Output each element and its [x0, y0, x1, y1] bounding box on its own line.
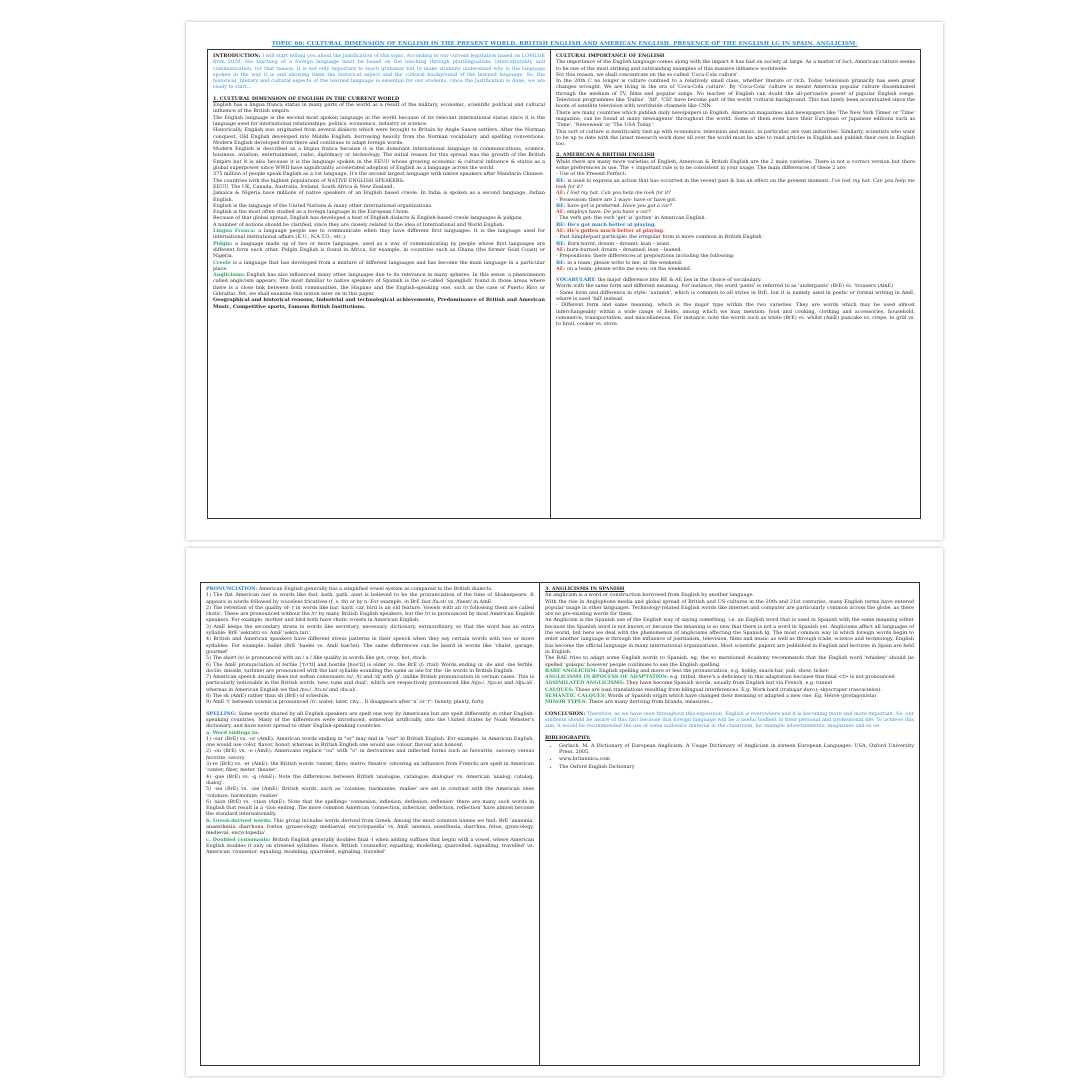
paragraph: - Use of the Present Perfect:: [556, 171, 627, 178]
ae-text: on a team; please write me soon; on the weekend.: [566, 265, 692, 272]
ae-label: AE:: [556, 265, 566, 272]
two-column-table: [207, 49, 921, 519]
subheading: c. Doubled consonants:: [206, 836, 271, 843]
type-text: They have become Spanish words, usually from English but via French, e.g. tunnel: [626, 680, 833, 687]
paragraph: The importance of the English language comes along with the impact it has had on society at large. As a matter of fact, American culture seems to be one of the most striking and outstanding examples of this massive influence worldwide.: [556, 59, 915, 72]
paragraph: A number of notions should be clarified, since they are closely related to the idea of International and World English:: [213, 221, 505, 228]
left-column: [208, 50, 551, 518]
ae-text: employs have.: [566, 209, 603, 216]
be-text: Burn-burnt; dream – dreamt; lean – leant.: [567, 240, 671, 247]
paragraph: With the rise in Anglophone media and global spread of British and US cultures in the 20th and 21st centuries, many English terms have entered popular usage in other languages. Technology-related English words like internet and computer are particularly common across the globe, as there are no pre-existing words for them.: [545, 598, 914, 618]
type-label: MINOR TYPES:: [545, 699, 588, 706]
subheading: a. Word endings in:: [206, 729, 260, 736]
paragraph: 1) The flat American /ae/ in words like fast, bath, path, aunt is believed to be the pronunciation of the time of Shakespeare. It appears in words followed by voiceless fricatives (f, s, th) or by n. For example, in BrE fast /fa:st/ vs. /faest/ in AmE.: [206, 592, 534, 605]
ae-label: AE:: [556, 190, 566, 197]
summary-bold: Geographical and historical reasons, Industrial and technological achievements, Predominance of British and American Music, Competitive sports, Famous British Institutions.: [213, 297, 545, 310]
ae-label: AE:: [556, 209, 566, 216]
paragraph: - Possession: there are 2 ways- have or have got.: [556, 196, 677, 203]
paragraph: English is the language of the United Nations & many other international organizations.: [213, 202, 433, 209]
be-label: BE:: [556, 259, 566, 266]
term-label: Anglicisms:: [213, 272, 245, 279]
paragraph: - The verb get: the verb 'get' is 'gotten' in American English.: [556, 215, 707, 222]
paragraph: Modern English is described as a lingua franca because it is the dominant international language in communications, science, business, aviation, entertainment, radio, diplomacy or technology. The initial reason for this spread was the growth of the British Empire but it is also because it is the language spoken in the EEUU whose growing economic & cultural influence & status as a global superpower since WWII have significantly accelerated adoption of English as a language across the world.: [213, 146, 545, 172]
paragraph: 2) -ou (BrE) vs. -o (AmE): Americans replace "ou" with "o" in derivatives and inflected forms such as favourite, savoury versus favorite, savory.: [206, 748, 534, 761]
paragraph: 1) -our (BrE) vs. -or (AmE): American words ending in "or" may end in "our" in British English. For example, in American English, one would use color, flavor, honor, whereas in British English one would use colour, flavour and honour.: [206, 735, 534, 749]
paragraph: 9) AmE 't' between vowels is pronounced /r/: water, later, city... It disappears after 'n' or 'r': twenty, plenty, forty.: [206, 699, 485, 706]
section-3-heading: 3. ANGLICISMS IN SPANISH: [545, 586, 625, 592]
paragraph: English has a lingua franca status in many parts of the world as a result of the military, economic, scientific political and cultural influence of the British empire.: [213, 102, 545, 115]
spelling-label: SPELLING:: [206, 710, 237, 717]
term-label: Creole: [213, 259, 231, 266]
paragraph: 4) British and American speakers have different stress patterns in their speech when they say certain words with two or more syllables. For example: ballet (BrE 'baelei vs. AmE bae'lei). The same differences can be heard in words like 'chalet, garage, gourmet': [206, 636, 534, 655]
type-text: English spelling and more or less the pronunciation, e.g. hobby, snack-bar, pub, show, ticket-: [599, 667, 830, 674]
be-label: BE:: [556, 240, 566, 247]
pronunciation-label: PRONUNCIATION:: [206, 586, 258, 592]
bibliography-item: • Gorlach, M. A Dictionary of European Anglicism. A Usage Dictionary of Anglicism in sixteen European Languages. USA, Oxford University Press. 2005.: [559, 743, 914, 756]
be-example: BE: He's got much better at playing.: [556, 221, 657, 228]
paragraph: Jamaica & Nigeria have millions of native speakers of an English based creole. In India is spoken as a second language, Indian English.: [213, 190, 545, 203]
paragraph: - Prepositions: there differences at prepositions including the following:: [556, 253, 735, 260]
paragraph: 3)-re (BrE) vs. -er (AmE): the British words 'center, fibre, metre, theatre' (showing an influence from French) are spelt in American 'center, fiber, meter, theater'.: [206, 761, 534, 774]
paragraph: 2) The retention of the quality of- r in words like bar, hard, car, bird is an old feature. Vowels with an /r/ following them are called rhotic. These are pronounced without the /r/ by many British English speakers, but the /r/ is pronounced by most American English speakers. For example, mother and bird both have rhotic vowels in American English.: [206, 604, 534, 624]
paragraph: - Past Simple/past participle: the irregular form is more common in British English.: [556, 234, 764, 241]
paragraph: While there are many more varieties of English, American & British English are the 2 main varieties. There is not a correct version but there some preferences in use. The + important rule is to be consistent in your usage. The main differences of these 2 are:: [556, 158, 915, 172]
type-text: e.g. fútbol, there's a deficiency in this adaptation because this final <t> is not pronounced: [669, 674, 895, 681]
vocabulary-text: the major difference btw BE & AE lies in the choice of vocabulary.: [597, 277, 762, 284]
paragraph: Because of that global spread, English has developed a host of English dialects & English-based creole languages & pidgins.: [213, 215, 523, 222]
example: Have you got a car?: [622, 202, 673, 209]
intro-text: I will start telling you about the justification of this topic. According to our current legislation based on LOMLOE from 2020, the teaching of a foreign language must be based on the teaching through plurilingualism, interculturality and communication, for that reason, it is not only important to teach grammar but to make students understand why is the language spoken in the way it is and showing them the historical aspect and the cultural background of the learned language. So, the historical, literary and cultural aspects of the learned language is essential for our students. Once the justification is done, we are ready to start...: [213, 53, 545, 91]
be-text: have got is preferred.: [567, 202, 622, 209]
be-text: is used to express an action that has occurred in the recent past & has an effect on the present moment.: [567, 177, 830, 184]
term-text: a language made up of two or more languages, used as a way of communicating by people whose first languages are different form each other. Pidgin English is found in Africa, for example, in countries such as Ghana (the former Gold Coast) or Nigeria.: [213, 240, 545, 260]
left-column: [201, 583, 540, 1065]
type-label: ANGLICISMS IN RPOCESS OF ADAPTATION:: [545, 674, 669, 681]
bibliography-item: • www.britannica.com: [559, 756, 914, 762]
type-text: There are many deriving from brands, measures...: [588, 699, 714, 706]
paragraph: There are many countries which publish daily newspapers in English. American magazines and newspapers like 'The New York Times' or 'Time' magazine, can be found at many newsagents' throughout the world. Some of them even have their European or Japanese editions such as 'Time', 'Newsweek' or 'The USA Today'.: [556, 109, 915, 129]
paragraph: 5) The short /o/ is pronounced with an / a / like quality in words like got, crop, hot, stock.: [206, 655, 428, 662]
two-column-table: [200, 582, 920, 1066]
paragraph: 7) American speech usually does not soften consonants /n/, /t/ and /d/ with /j/, unlike British pronunciation in certain cases. This is particularly noticeable in the British words 'new, tune and dual', which are respectively pronounced like /nju:/, /tju:n/ and /dju:al/, whereas in American English we find /nu:/, /tu:n/ and /du:al/.: [206, 674, 534, 693]
pronunciation-text: American English generally has a simplified vowel system as compared to the British dialects.: [258, 586, 493, 592]
paragraph: 375 million of people speak English as a 1st language. It's the second largest language with native speakers after Mandarin Chinese.: [213, 171, 545, 178]
type-label: RARE ANGLICISM:: [545, 667, 598, 674]
term-text: is a language that has developed from a mixture of different languages and has become the main language in a particular place.: [213, 259, 545, 272]
spelling-text: Some words shared by all English speakers are spelt one way by Americans but are spelt differently in other English-speaking countries. Many of the differences were introduced, somewhat artificially, into the United States by Noah Webster's dictionary, and have never spread to other English-speaking countries.: [206, 710, 535, 730]
paragraph: English is the most often studied as a foreign language in the European Union.: [213, 209, 410, 216]
bibliography-item: • The Oxford English Dictionary: [559, 764, 914, 770]
paragraph: For this reason, we shall concentrate on the so-called 'Coca-Cola culture'.: [556, 71, 740, 78]
term-text: English has also influenced many other languages due to its relevance in many spheres. In this sense, a phenomenon called anglicism appears. The most familiar to native speakers of Spanish is the so-called 'Spanglish' found in those areas where there is a close link between both communities, the Hispano and the English-speaking one, such as the case of Puerto Rico or Gibraltar. Yet, we shall examine this notion later on in this paper.: [213, 272, 545, 297]
paragraph: This group includes words derived from Greek. Among the most common names we find: BrE 'anaemia, anaesthesia, diarrhoea, foetus, gynaecology, mediaeval, encyclopaedia' vs. AmE 'anemia, anesthesia, diarrhea, fetus, gynecology, medieval, encyclopedia'.: [206, 817, 534, 837]
type-label: SEMANTIC CALQUES:: [545, 693, 607, 700]
example: I've lost my hat. Can you help me look for it?: [556, 177, 915, 190]
paragraph: The countries with the highest populations of NATIVE ENGLISH SPEAKERS:: [213, 177, 405, 184]
ae-label: AE:: [556, 246, 566, 253]
term-label: Lingua Franca:: [213, 228, 256, 235]
type-text: Words of Spanish origin which have changed their meaning or adapted a new one. Eg. Héroe (protagonista): [607, 693, 877, 700]
paragraph: The English language is the second most spoken language in the world because of its relevant international status since it is the language used for international relationships: politics, economics, industry or science.: [213, 114, 545, 127]
conclusion-label: CONCLUSION:: [545, 710, 586, 717]
be-text: in a team; please write to me; at the weekend.: [567, 259, 683, 266]
type-label: ASSIMILATED ANGLICISMS:: [545, 680, 625, 687]
paragraph: - Different form and same meaning, which is the major type within the two varieties. They are words which may be used almost interchangeably within a wide range of fields, among which we may mention: food and cooking, clothing and accessories, household, commerce, transportation, and miscellaneous. For instance, note the words such as white (BrE) vs. whilst (AmE) pancake vs. crepe, to grill vs. to broil, cooker vs. stove.: [556, 302, 915, 328]
be-label: BE:: [556, 177, 566, 184]
paragraph: Historically, English was originated from several dialects which were brought to Britain by Angle Saxon settlers. After the Norman conquest, Old English developed into Middle English, borrowing heavily from the Norman vocabulary and spelling conventions. Modern English developed from there and continues to adapt foreign words.: [213, 127, 545, 146]
term-text: a language people use to communicate when they have different first languages. It is the language used for international institutional affairs (E.U., N.A.T.O., etc.).: [213, 228, 545, 241]
paragraph: - Same form and difference in style: 'autumn', which is common to all styles in BrE, but it is namely used in poetic or formal writing in AmE, where is used 'fall' instead.: [556, 289, 915, 302]
ae-text: burn-burned; dream – dreamed; lean – leaned.: [566, 246, 683, 253]
type-text: These are loan translations resulting from bilingual interferences. E.g. Work hard (trabajar duro); skyscraper (rascacielos).: [575, 686, 882, 693]
bibliography-list: [559, 743, 914, 770]
cultural-importance-heading: CULTURAL IMPORTANCE OF ENGLISH: [556, 53, 665, 59]
type-label: CALQUES:: [545, 686, 574, 693]
ae-text: I lost my hat. Can you help me look for it?: [566, 190, 671, 197]
paragraph: An anglicism is a word or construction borrowed from English by another language.: [545, 592, 755, 599]
document-page-1: [186, 22, 943, 540]
paragraph: An Anglicism is the Spanish use of the English way of saying something, i.e. an English word that is used in Spanish with the same meaning either because the Spanish word is not known or because the meaning is so new that there is not a word in Spanish yet. Anglicisms affect all languages of the world, but here we deal with the phenomenon of anglicisms affecting the Spanish lg. The most common way in which foreign words begin to enter another language is through the influence of journalism, television, films and music as well as through trade, science and technology. English has become the official language in many international organizations. Most scientific papers are published in English and lectures in Spain are held in English.: [545, 617, 914, 655]
paragraph: The RAE tries to adapt some English words to Spanish. eg. the so mentioned Academy recommends that the English word 'whiskey' should be spelled 'guisqui' however people continues to use the English spelling.: [545, 655, 914, 668]
paragraph: 6) The AmE pronunciation of fertile ['f:r'tl] and hostile [hos'tl] is older vs. the BrE (f: rtail) Words ending in -ile and -ine fertile, docile, missile, turbine) are pronounced with the last syllable sounding the same as isle for the -ile words in British English.: [206, 661, 534, 674]
paragraph: 8) The sk (AmE) rather than sh (BrE) of schedule.: [206, 693, 330, 700]
page-title: TOPIC 66: CULTURAL DIMENSION OF ENGLISH IN THE PRESENT WORLD. BRITISH ENGLISH AND AMERICAN ENGLISH. PRESENCE OF THE ENGLISH LG IN SPAIN. ANGLICISM.: [271, 41, 858, 47]
paragraph: 6) -xion (BrE) vs. -ction (AmE): Note that the spellings 'connexion, inflexion, deflexion, reflexion' there are many such words in English that result in a -tion ending. The more common American 'connection, inflection, deflection, reflection' have almost become the standard internationally.: [206, 798, 534, 818]
paragraph: 5) -ise (BrE) vs. -ize (AmE): British words, such as 'colonise, harmonise, realise' are set in contrast with the American ones 'colonize, harmonize, realize': [206, 786, 534, 799]
paragraph: Words with the same form and different meaning. For instance, the word 'pants' is referred to as 'underpants' (BrE) vs. 'trousers (AmE): [556, 283, 894, 290]
ae-example: AE: He's gotten much better at playing.: [556, 228, 665, 235]
conclusion-text: Therefore, as we have seen throughout this exposition, English is everywhere and it is becoming more and more important. So, our students should be aware of this fact because this foreign language will be a useful toolbelt in their personal and professional life. To achieve this aim, it would be recommended the use of some authentic material in the classroom, for example advertisements, magazines and so on.: [545, 710, 914, 730]
paragraph: 4) -gue (BrE) vs. -g (AmE): Note the differences between British 'analogue, catalogue, dialogue' vs. American 'analog, catalog, dialog'.: [206, 773, 534, 786]
section-2-heading: 2. AMERICAN & BRITISH ENGLISH: [556, 152, 655, 159]
right-column: [540, 583, 919, 1065]
paragraph: In the 20th C no longer is culture confined to a relatively small class, whether literate or rich. Today television primarily has seen great changes wrought. We are living in the era of 'Coca-Cola culture'. By 'Coca-Cola' culture is meant American popular culture disseminated through the medium of TV, films and popular songs. No teacher of English can doubt the all-pervasive power of popular English songs. Television programmes like 'Dallas', 'Alf', 'CSI' have become part of the world 'cultural background. This has lately been accentuated since the boom of satellite television with worldwide channels like CNN.: [556, 78, 915, 110]
right-column: [551, 50, 920, 518]
be-label: BE:: [556, 202, 566, 209]
example: Do you have a car?: [603, 209, 651, 216]
term-label: Pidgin:: [213, 240, 233, 247]
section-1-heading: 1. CULTURAL DIMENSION OF ENGLISH IN THE CURRENT WORLD: [213, 95, 400, 102]
vocabulary-label: VOCABULARY:: [556, 277, 596, 284]
paragraph: This sort of culture is inextricably tied up with economics, television and music, in particular, are vast industries. Similarly, scientists who want to be up to date with the latest research work done all over the world must be able to read articles in English and publish their own in English too.: [556, 128, 915, 148]
subheading: b. Greek-derived words:: [206, 817, 272, 824]
document-page-2: [186, 548, 943, 1076]
paragraph: 3) AmE keeps the secondary stress in words like secretary, necessary, dictionary, extraordinary. so that the word has an extra syllable: BrE 'sekratri vs. AmE 'sekra,tari'.: [206, 623, 534, 637]
paragraph: EEUU, The UK, Canada, Australia, Ireland, South Africa & New Zealand.: [213, 183, 395, 190]
paragraph: British English generally doubles final -l when adding suffixes that begin with a vowel, where American English doubles it only on stressed syllables. Hence, British 'counsellor, equalling, modelling, quarrelled, signalling, travelled' vs. American 'counselor, equaling, modeling, quarreled, signaling, traveled': [206, 836, 534, 856]
intro-label: INTRODUCTION:: [213, 53, 261, 59]
bibliography-heading: BIBLIOGRAPHY:: [545, 734, 591, 741]
